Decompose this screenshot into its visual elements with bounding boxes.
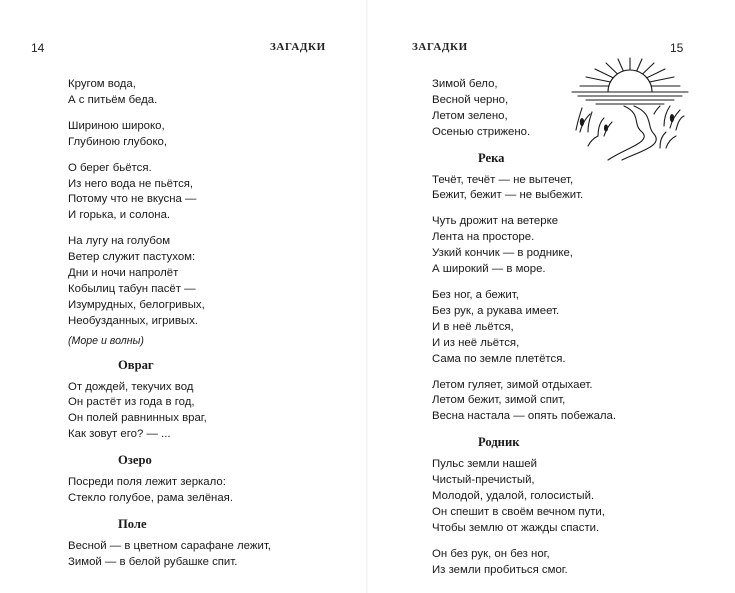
verse-line: О берег бьётся. — [68, 161, 152, 174]
verse-line: Зимой бело, — [432, 78, 498, 90]
verse-line: Пульс земли нашей — [432, 458, 537, 471]
riddle-verse — [432, 457, 662, 537]
right-page — [368, 0, 735, 593]
verse-line: Дни и ночи напролёт — [68, 267, 179, 280]
riddle-verse — [68, 539, 338, 571]
riddle-verse — [68, 161, 338, 225]
section-title: Родник — [478, 435, 520, 450]
verse-line: Он полей равнинных враг, — [68, 412, 207, 425]
verse-line: Без ног, а бежит, — [432, 288, 519, 301]
verse-line: А широкий — в море. — [432, 263, 546, 276]
verse-line: Летом бежит, зимой спит, — [432, 394, 566, 407]
running-head: ЗАГАДКИ — [270, 41, 326, 53]
riddle-verse — [68, 77, 338, 109]
verse-line: Весной черно, — [432, 93, 509, 106]
page-number: 14 — [31, 41, 45, 55]
riddle-verse — [432, 214, 662, 278]
verse-line: Весна настала — опять побежала. — [432, 410, 617, 423]
riddle-verse — [432, 288, 662, 368]
verse-line: На лугу на голубом — [68, 235, 171, 248]
verse-line: Кругом вода, — [68, 78, 136, 90]
verse-line: Чуть дрожит на ветерке — [432, 215, 559, 228]
riddle-verse — [68, 119, 338, 151]
page-number: 15 — [670, 41, 684, 55]
section-title: Озеро — [118, 453, 152, 468]
running-head: ЗАГАДКИ — [412, 41, 468, 53]
verse-line: Он без рук, он без ног, — [432, 547, 550, 560]
verse-line: Весной — в цветном сарафане лежит, — [68, 539, 271, 552]
riddle-verse — [68, 380, 338, 444]
verse-line: Бежит, бежит — не выбежит. — [432, 189, 584, 202]
verse-line: Кобылиц табун пасёт — — [68, 282, 196, 295]
verse-line: Осенью стрижено. — [432, 125, 531, 138]
verse-line: Как зовут его? — ... — [68, 428, 171, 441]
verse-line: Потому что не вкусна — — [68, 193, 197, 206]
verse-line: И в неё льётся, — [432, 320, 514, 333]
verse-line: Необузданных, игривых. — [68, 314, 198, 327]
verse-line: Шириною широко, — [68, 119, 165, 132]
verse-line: Из земли пробиться смог. — [432, 563, 568, 576]
section-title: Река — [478, 150, 505, 165]
verse-line: Лента на просторе. — [432, 231, 535, 244]
riddle-verse — [432, 77, 662, 141]
riddle-verse — [68, 475, 338, 507]
verse-line: Летом зелено, — [432, 109, 508, 122]
section-title: Поле — [118, 516, 147, 531]
verse-line: Из него вода не пьётся, — [68, 177, 194, 190]
verse-line: Молодой, удалой, голосистый. — [432, 489, 595, 502]
verse-line: Посреди поля лежит зеркало: — [68, 476, 226, 489]
verse-line: Изумрудных, белогривых, — [68, 298, 205, 311]
riddle-verse — [68, 234, 338, 329]
riddle-verse — [432, 547, 662, 579]
verse-line: Чтобы землю от жажды спасти. — [432, 521, 600, 534]
verse-line: Узкий кончик — в роднике, — [432, 247, 573, 260]
verse-line: Сама по земле плетётся. — [432, 352, 566, 365]
right-column — [432, 77, 662, 588]
verse-line: И из неё льётся, — [432, 336, 520, 349]
left-column — [68, 77, 338, 581]
riddle-answer: (Море и волны) — [68, 334, 144, 347]
verse-line: Зимой — в белой рубашке спит. — [68, 555, 238, 568]
section-title: Овраг — [118, 357, 154, 372]
verse-line: Стекло голубое, рама зелёная. — [68, 491, 234, 504]
verse-line: Он спешит в своём вечном пути, — [432, 505, 605, 518]
verse-line: Летом гуляет, зимой отдыхает. — [432, 378, 593, 391]
verse-line: Течёт, течёт — не вытечет, — [432, 173, 574, 186]
riddle-verse — [432, 173, 662, 205]
left-page — [0, 0, 367, 593]
verse-line: Чистый-пречистый, — [432, 474, 535, 487]
verse-line: От дождей, текучих вод — [68, 380, 194, 393]
verse-line: Ветер служит пастухом: — [68, 251, 196, 264]
verse-line: И горька, и солона. — [68, 209, 171, 222]
verse-line: А с питьём беда. — [68, 93, 158, 106]
verse-line: Глубиною глубоко, — [68, 135, 168, 148]
riddle-verse — [432, 378, 662, 426]
verse-line: Без рук, а рукава имеет. — [432, 304, 560, 317]
verse-line: Он растёт из года в год, — [68, 396, 195, 409]
